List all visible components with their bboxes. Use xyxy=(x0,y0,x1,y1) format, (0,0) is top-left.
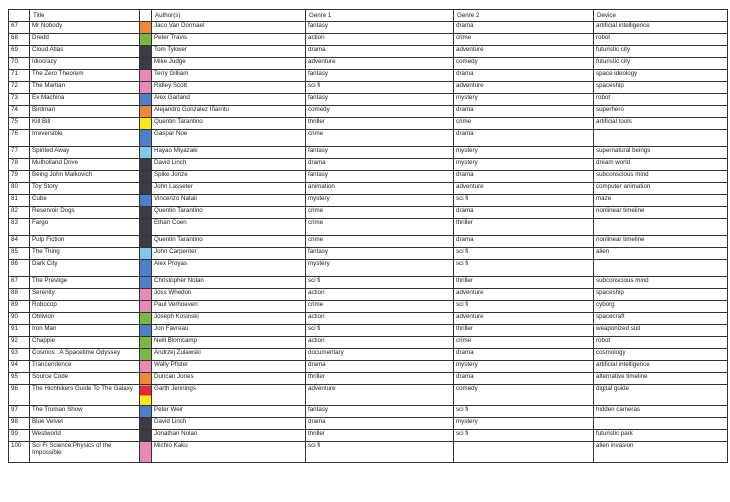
row-author: Wally Pfister xyxy=(152,361,306,373)
header-row xyxy=(9,10,728,22)
table-row xyxy=(9,46,728,58)
row-genre-1: drama xyxy=(306,46,454,58)
row-device: subconscious mind xyxy=(594,277,728,289)
table-row xyxy=(9,260,728,277)
row-color-swatch xyxy=(140,289,152,301)
row-genre-2: sci fi xyxy=(454,301,594,313)
table-row xyxy=(9,34,728,46)
row-number: 74 xyxy=(9,106,30,118)
row-genre-2: mystery xyxy=(454,94,594,106)
row-title: Mr Nobody xyxy=(30,22,140,34)
row-device: maze xyxy=(594,195,728,207)
row-genre-1: adventure xyxy=(306,385,454,406)
row-genre-1: thriller xyxy=(306,430,454,442)
table-row xyxy=(9,406,728,418)
row-device: nonlinear timeline xyxy=(594,207,728,219)
row-title: Dark City xyxy=(30,260,140,277)
table-row xyxy=(9,349,728,361)
row-author: Peter Weir xyxy=(152,406,306,418)
row-device: robot xyxy=(594,94,728,106)
table-row xyxy=(9,22,728,34)
row-color-swatch xyxy=(140,34,152,46)
row-title: Source Code xyxy=(30,373,140,385)
row-title: Westworld xyxy=(30,430,140,442)
row-device: futuristic city xyxy=(594,46,728,58)
row-color-swatch xyxy=(140,106,152,118)
row-device: spacecraft xyxy=(594,313,728,325)
row-device xyxy=(594,130,728,147)
row-genre-1: sci fi xyxy=(306,277,454,289)
row-device xyxy=(594,260,728,277)
row-genre-2: crime xyxy=(454,118,594,130)
row-genre-2: comedy xyxy=(454,385,594,406)
row-genre-2: adventure xyxy=(454,313,594,325)
row-color-swatch xyxy=(140,373,152,385)
row-genre-1: action xyxy=(306,337,454,349)
row-genre-1: fantasy xyxy=(306,94,454,106)
row-title: Blue Velvet xyxy=(30,418,140,430)
row-number: 68 xyxy=(9,34,30,46)
row-color-swatch xyxy=(140,22,152,34)
row-title: Fargo xyxy=(30,219,140,236)
row-genre-1: animation xyxy=(306,183,454,195)
row-author: John Lasseter xyxy=(152,183,306,195)
table-row xyxy=(9,159,728,171)
row-genre-1: thriller xyxy=(306,373,454,385)
row-genre-1: drama xyxy=(306,159,454,171)
row-title: The Hichhikers Guide To The Galaxy xyxy=(30,385,140,406)
table-row xyxy=(9,82,728,94)
row-author: Garth Jennings xyxy=(152,385,306,406)
row-genre-2: adventure xyxy=(454,46,594,58)
table-row xyxy=(9,325,728,337)
row-author: Mike Judge xyxy=(152,58,306,70)
table-row xyxy=(9,277,728,289)
row-device: space ideology xyxy=(594,70,728,82)
row-color-swatch xyxy=(140,301,152,313)
table-row xyxy=(9,106,728,118)
row-color-swatch xyxy=(140,207,152,219)
row-color-swatch xyxy=(140,70,152,82)
row-number: 80 xyxy=(9,183,30,195)
row-genre-2: thriller xyxy=(454,277,594,289)
row-number: 96 xyxy=(9,385,30,406)
row-genre-1: fantasy xyxy=(306,147,454,159)
row-color-swatch xyxy=(140,430,152,442)
row-title: Being John Malkovich xyxy=(30,171,140,183)
row-title: The Martian xyxy=(30,82,140,94)
header-title: Title xyxy=(30,10,140,22)
row-title: Cloud Atlas xyxy=(30,46,140,58)
table-row xyxy=(9,118,728,130)
table-row xyxy=(9,183,728,195)
row-genre-1: crime xyxy=(306,301,454,313)
row-device: spaceship xyxy=(594,82,728,94)
row-title: Mulholland Drive xyxy=(30,159,140,171)
row-genre-2: thriller xyxy=(454,325,594,337)
row-title: Serenity xyxy=(30,289,140,301)
row-author: Quentin Tarantino xyxy=(152,207,306,219)
row-genre-2: drama xyxy=(454,106,594,118)
row-genre-1: sci fi xyxy=(306,82,454,94)
row-number: 91 xyxy=(9,325,30,337)
row-title: Chappie xyxy=(30,337,140,349)
row-author: Quentin Tarantino xyxy=(152,118,306,130)
row-title: Pulp Fiction xyxy=(30,236,140,248)
table-row xyxy=(9,219,728,236)
row-author: John Carpenter xyxy=(152,248,306,260)
row-author: Duncan Jones xyxy=(152,373,306,385)
row-genre-1: action xyxy=(306,34,454,46)
row-number: 89 xyxy=(9,301,30,313)
header-genre-2: Genre 2 xyxy=(454,10,594,22)
row-genre-1: fantasy xyxy=(306,248,454,260)
row-device: nonlinear timeline xyxy=(594,236,728,248)
row-genre-1: sci fi xyxy=(306,325,454,337)
row-color-swatch xyxy=(140,248,152,260)
row-genre-1: mystery xyxy=(306,260,454,277)
row-number: 67 xyxy=(9,22,30,34)
row-device: futuristic park xyxy=(594,430,728,442)
row-author: Spike Jonze xyxy=(152,171,306,183)
row-genre-2: drama xyxy=(454,373,594,385)
row-genre-2: drama xyxy=(454,236,594,248)
row-color-swatch xyxy=(140,361,152,373)
row-color-swatch xyxy=(140,236,152,248)
row-device: subconscious mind xyxy=(594,171,728,183)
row-genre-2 xyxy=(454,442,594,463)
row-genre-2: sci fi xyxy=(454,430,594,442)
row-device: artificial intelligence xyxy=(594,22,728,34)
row-device: robot xyxy=(594,34,728,46)
row-color-swatch xyxy=(140,171,152,183)
row-color-swatch xyxy=(140,94,152,106)
row-title: Idiocracy xyxy=(30,58,140,70)
row-color-swatch xyxy=(140,183,152,195)
row-color-swatch xyxy=(140,118,152,130)
row-device: futuristic city xyxy=(594,58,728,70)
row-number: 72 xyxy=(9,82,30,94)
row-number: 77 xyxy=(9,147,30,159)
row-genre-1: action xyxy=(306,313,454,325)
row-genre-2: drama xyxy=(454,22,594,34)
row-title: Dredd xyxy=(30,34,140,46)
row-genre-1: drama xyxy=(306,418,454,430)
table-row xyxy=(9,94,728,106)
row-color-swatch xyxy=(140,337,152,349)
row-author: Jonathan Nolan xyxy=(152,430,306,442)
row-device: alien invasion xyxy=(594,442,728,463)
row-title: Sci Fi Science:Physics of the Impossible xyxy=(30,442,140,463)
row-author: Paul Verhoeven xyxy=(152,301,306,313)
row-genre-2: mystery xyxy=(454,361,594,373)
row-number: 78 xyxy=(9,159,30,171)
table-row xyxy=(9,147,728,159)
row-genre-1: action xyxy=(306,289,454,301)
row-number: 81 xyxy=(9,195,30,207)
row-title: Ex Machina xyxy=(30,94,140,106)
row-number: 83 xyxy=(9,219,30,236)
row-author: David Linch xyxy=(152,418,306,430)
table-row xyxy=(9,418,728,430)
row-author: Alejandro Gonzalez Iñarritu xyxy=(152,106,306,118)
row-genre-1: thriller xyxy=(306,118,454,130)
row-device: artificial intelligence xyxy=(594,361,728,373)
row-device: supernatural beings xyxy=(594,147,728,159)
row-genre-2: comedy xyxy=(454,58,594,70)
row-device: computer animation xyxy=(594,183,728,195)
row-title: Cube xyxy=(30,195,140,207)
row-number: 76 xyxy=(9,130,30,147)
row-author: Vincenzo Natali xyxy=(152,195,306,207)
row-genre-2: adventure xyxy=(454,82,594,94)
row-device: alternative timeline xyxy=(594,373,728,385)
row-author: Jon Favreau xyxy=(152,325,306,337)
row-device: robot xyxy=(594,337,728,349)
row-number: 98 xyxy=(9,418,30,430)
row-color-swatch xyxy=(140,385,152,406)
row-title: Cosmos : A Spacetime Odyssey xyxy=(30,349,140,361)
row-title: Birdman xyxy=(30,106,140,118)
row-number: 75 xyxy=(9,118,30,130)
row-color-swatch xyxy=(140,260,152,277)
row-color-swatch xyxy=(140,58,152,70)
row-color-swatch xyxy=(140,313,152,325)
row-genre-1: crime xyxy=(306,219,454,236)
row-title: Iron Man xyxy=(30,325,140,337)
row-color-swatch xyxy=(140,277,152,289)
row-genre-1: sci fi xyxy=(306,442,454,463)
header-authors: Author(s) xyxy=(152,10,306,22)
row-genre-2: mystery xyxy=(454,147,594,159)
row-device: hidden cameras xyxy=(594,406,728,418)
row-title: Trancendence xyxy=(30,361,140,373)
row-genre-2: sci fi xyxy=(454,260,594,277)
row-number: 69 xyxy=(9,46,30,58)
row-author: Michio Kaku xyxy=(152,442,306,463)
row-color-swatch xyxy=(140,406,152,418)
row-title: Spirited Away xyxy=(30,147,140,159)
row-genre-2: adventure xyxy=(454,183,594,195)
row-number: 70 xyxy=(9,58,30,70)
row-genre-1: comedy xyxy=(306,106,454,118)
row-author: Quentin Tarantino xyxy=(152,236,306,248)
row-genre-1: crime xyxy=(306,130,454,147)
header-device: Device xyxy=(594,10,728,22)
movie-devices-table xyxy=(8,9,728,463)
row-genre-1: mystery xyxy=(306,195,454,207)
table-row xyxy=(9,195,728,207)
row-device xyxy=(594,418,728,430)
row-genre-2: mystery xyxy=(454,159,594,171)
row-number: 93 xyxy=(9,349,30,361)
row-device: cosmology xyxy=(594,349,728,361)
table-row xyxy=(9,361,728,373)
row-device: dream world xyxy=(594,159,728,171)
row-number: 92 xyxy=(9,337,30,349)
row-device: alien xyxy=(594,248,728,260)
row-title: Irreversible xyxy=(30,130,140,147)
row-color-swatch xyxy=(140,195,152,207)
header-color xyxy=(140,10,152,22)
row-title: The Truman Show xyxy=(30,406,140,418)
table-row xyxy=(9,313,728,325)
row-number: 73 xyxy=(9,94,30,106)
row-author: Ridley Scott xyxy=(152,82,306,94)
row-genre-2: drama xyxy=(454,70,594,82)
row-color-swatch xyxy=(140,219,152,236)
row-author: Joseph Kosinski xyxy=(152,313,306,325)
row-author: Hayao Miyazaki xyxy=(152,147,306,159)
row-number: 79 xyxy=(9,171,30,183)
row-genre-1: crime xyxy=(306,236,454,248)
row-author: Alex Proyas xyxy=(152,260,306,277)
row-number: 97 xyxy=(9,406,30,418)
row-color-swatch xyxy=(140,159,152,171)
table-row xyxy=(9,289,728,301)
row-device: weaponized suit xyxy=(594,325,728,337)
row-author: Jaco Van Dormael xyxy=(152,22,306,34)
row-title: Oblivion xyxy=(30,313,140,325)
row-number: 71 xyxy=(9,70,30,82)
row-genre-2: sci fi xyxy=(454,406,594,418)
row-number: 88 xyxy=(9,289,30,301)
header-genre-1: Genre 1 xyxy=(306,10,454,22)
row-author: Terry Gilliam xyxy=(152,70,306,82)
row-genre-1: drama xyxy=(306,361,454,373)
row-author: Peter Travis xyxy=(152,34,306,46)
table-row xyxy=(9,130,728,147)
row-device xyxy=(594,219,728,236)
row-author: Neill Blomcamp xyxy=(152,337,306,349)
row-genre-2: drama xyxy=(454,130,594,147)
row-title: Kill Bill xyxy=(30,118,140,130)
row-color-swatch xyxy=(140,82,152,94)
row-device: digital guide xyxy=(594,385,728,406)
table-row xyxy=(9,385,728,406)
row-author: Alex Garland xyxy=(152,94,306,106)
row-number: 90 xyxy=(9,313,30,325)
row-title: The Thing xyxy=(30,248,140,260)
row-author: David Linch xyxy=(152,159,306,171)
row-genre-2: drama xyxy=(454,207,594,219)
table-row xyxy=(9,70,728,82)
row-genre-2: drama xyxy=(454,349,594,361)
table-row xyxy=(9,248,728,260)
row-color-swatch xyxy=(140,147,152,159)
header-number xyxy=(9,10,30,22)
row-genre-1: fantasy xyxy=(306,406,454,418)
row-author: Tom Tykwer xyxy=(152,46,306,58)
row-author: Ethan Coen xyxy=(152,219,306,236)
row-genre-1: crime xyxy=(306,207,454,219)
table-row xyxy=(9,301,728,313)
row-genre-2: crime xyxy=(454,337,594,349)
row-device: superhero xyxy=(594,106,728,118)
row-number: 94 xyxy=(9,361,30,373)
row-genre-1: fantasy xyxy=(306,22,454,34)
row-genre-2: drama xyxy=(454,171,594,183)
row-author: Christopher Nolan xyxy=(152,277,306,289)
table-row xyxy=(9,430,728,442)
row-genre-2: sci fi xyxy=(454,248,594,260)
row-author: Andrzej Zulawski xyxy=(152,349,306,361)
row-number: 84 xyxy=(9,236,30,248)
row-genre-2: crime xyxy=(454,34,594,46)
row-color-swatch xyxy=(140,349,152,361)
row-number: 100 xyxy=(9,442,30,463)
table-row xyxy=(9,171,728,183)
row-number: 99 xyxy=(9,430,30,442)
row-device: cyborg xyxy=(594,301,728,313)
row-genre-2: thriller xyxy=(454,219,594,236)
row-number: 85 xyxy=(9,248,30,260)
row-genre-1: adventure xyxy=(306,58,454,70)
table-row xyxy=(9,236,728,248)
row-color-swatch xyxy=(140,442,152,463)
row-title: The Prestige xyxy=(30,277,140,289)
row-color-swatch xyxy=(140,325,152,337)
row-genre-1: documentary xyxy=(306,349,454,361)
row-number: 95 xyxy=(9,373,30,385)
row-author: Joss Whedon xyxy=(152,289,306,301)
row-genre-1: fantasy xyxy=(306,171,454,183)
table-row xyxy=(9,58,728,70)
row-title: Robocop xyxy=(30,301,140,313)
row-title: The Zero Theorem xyxy=(30,70,140,82)
row-genre-2: adventure xyxy=(454,289,594,301)
row-number: 86 xyxy=(9,260,30,277)
table-row xyxy=(9,373,728,385)
row-title: Reservoir Dogs xyxy=(30,207,140,219)
row-title: Toy Story xyxy=(30,183,140,195)
row-genre-2: mystery xyxy=(454,418,594,430)
row-device: artificial tools xyxy=(594,118,728,130)
table-row xyxy=(9,207,728,219)
row-device: spaceship xyxy=(594,289,728,301)
row-genre-2: sci fi xyxy=(454,195,594,207)
row-number: 87 xyxy=(9,277,30,289)
row-color-swatch xyxy=(140,46,152,58)
row-number: 82 xyxy=(9,207,30,219)
row-genre-1: fantasy xyxy=(306,70,454,82)
table-row xyxy=(9,442,728,463)
row-color-swatch xyxy=(140,130,152,147)
row-author: Gaspar Noe xyxy=(152,130,306,147)
row-color-swatch xyxy=(140,418,152,430)
table-row xyxy=(9,337,728,349)
